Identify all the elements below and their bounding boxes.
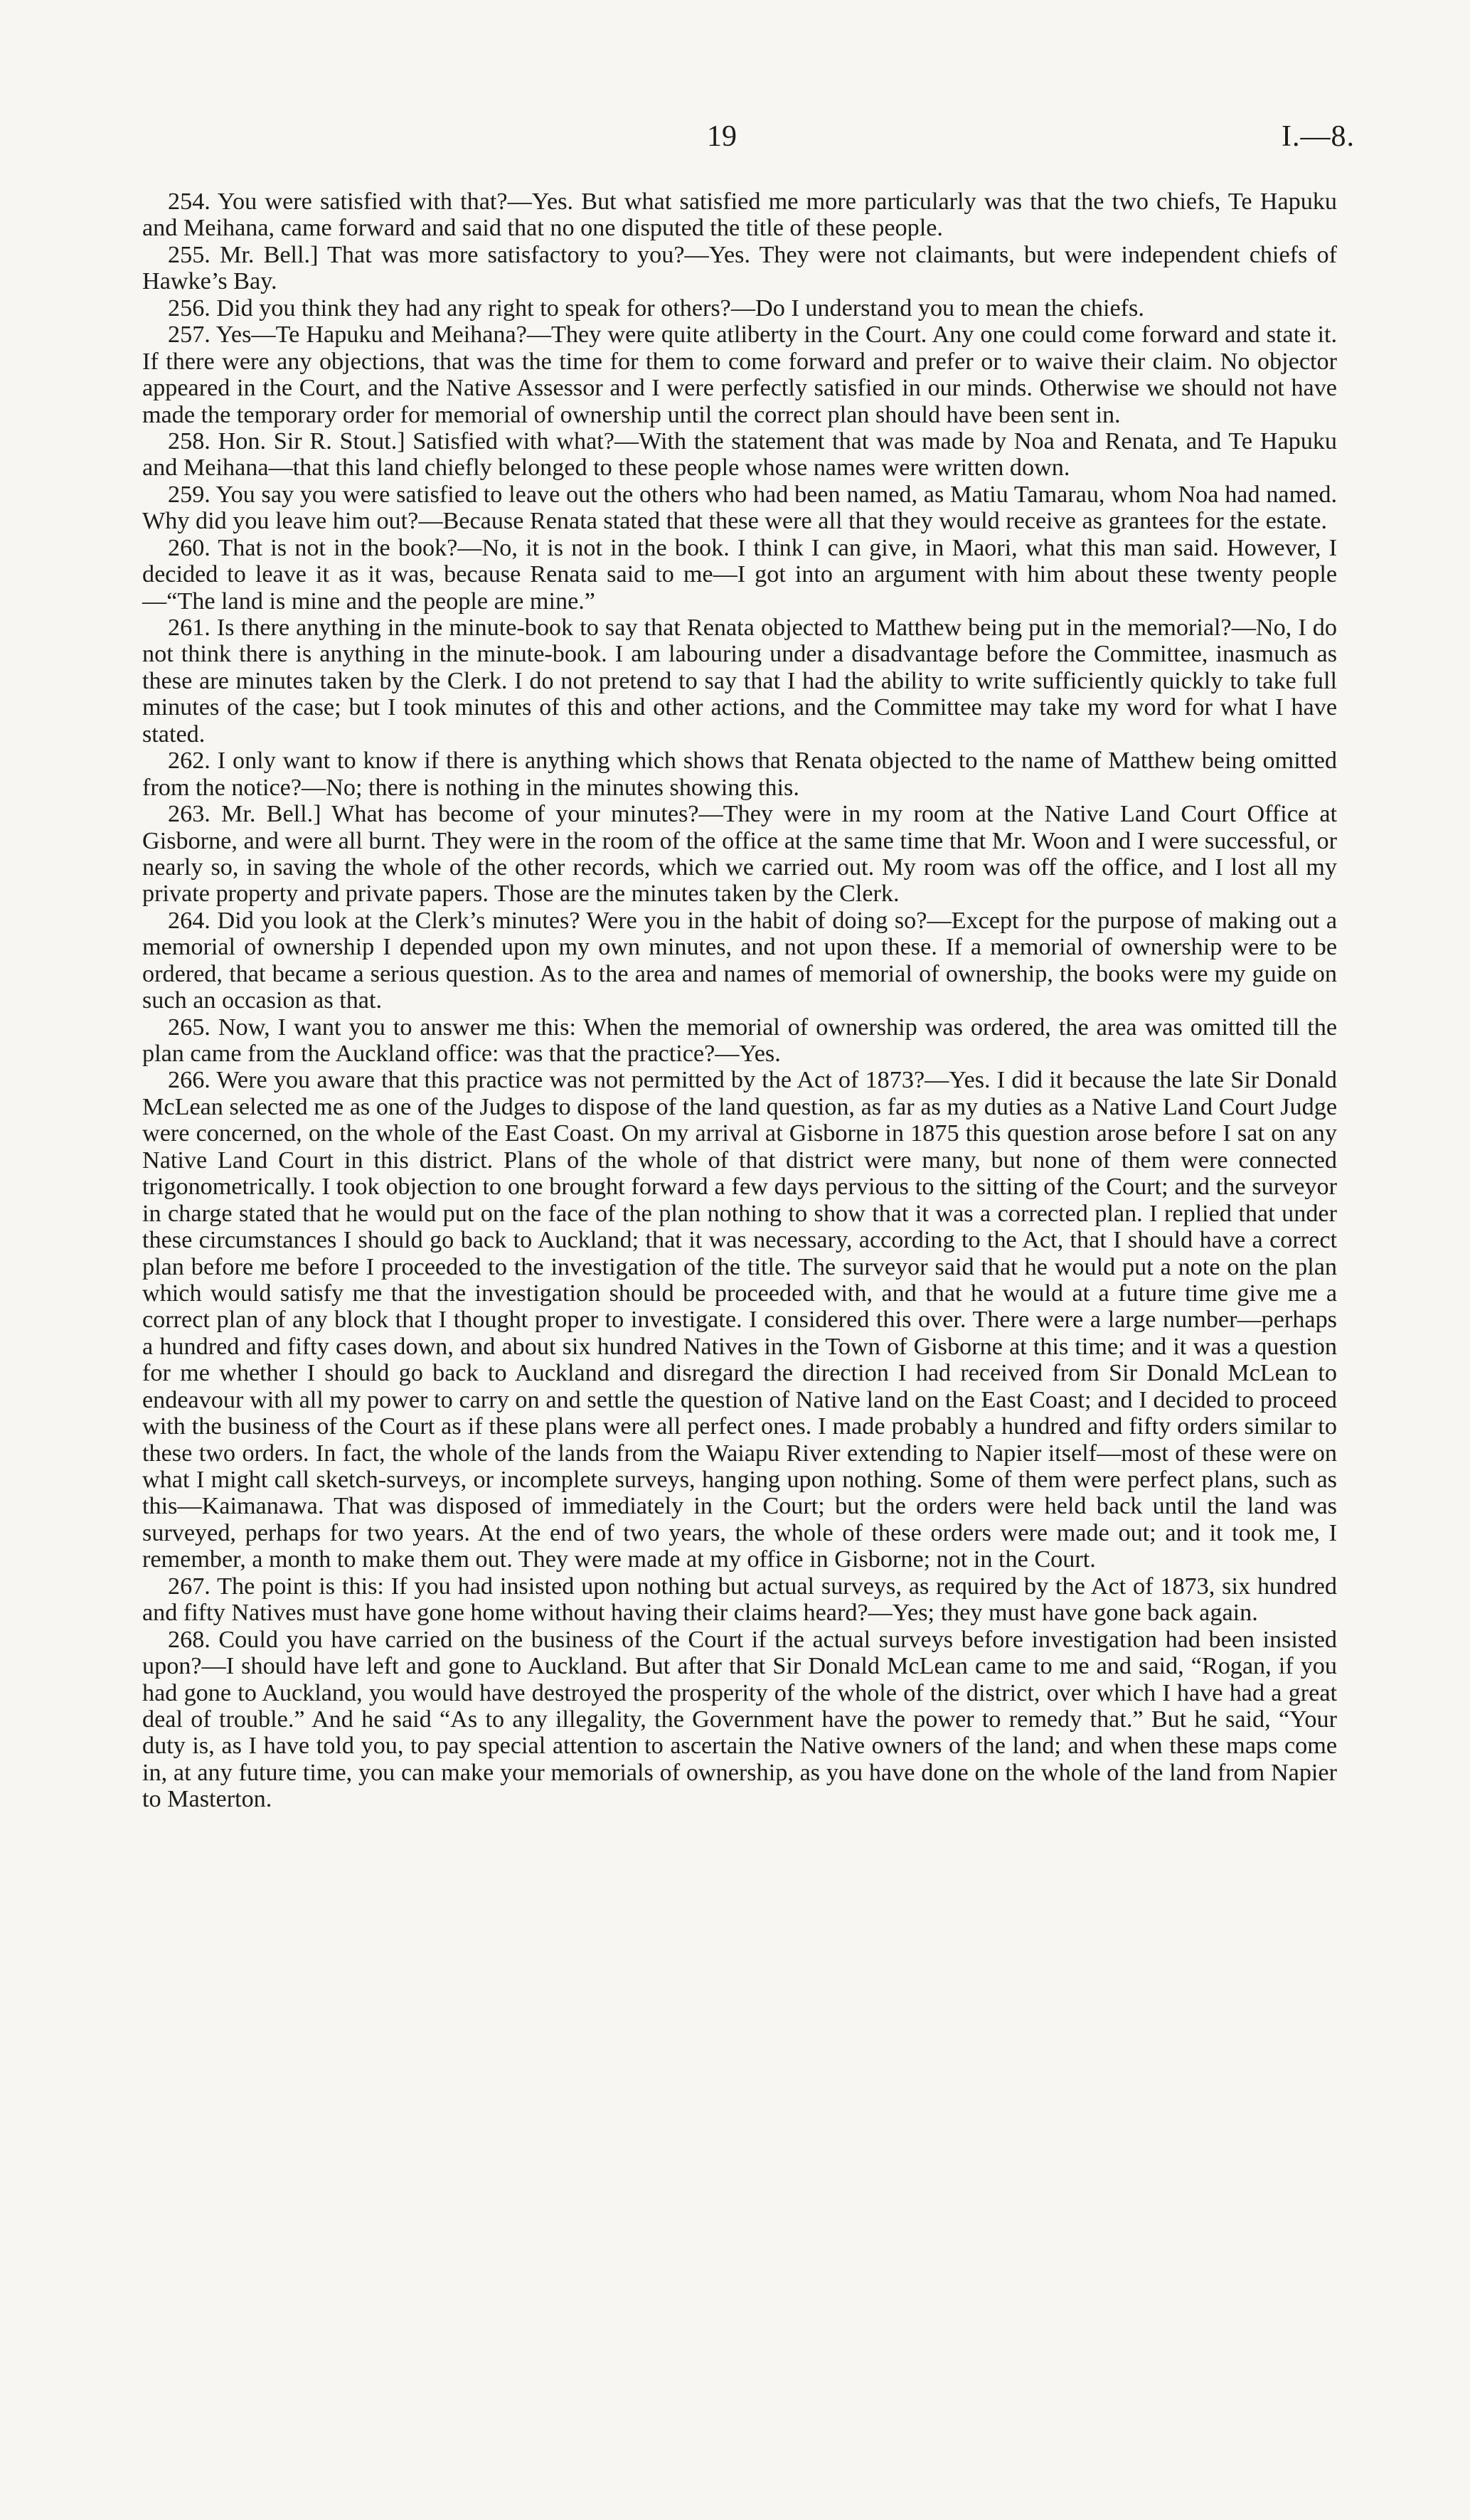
paragraph-262: 262. I only want to know if there is anything which shows that Renata objected to the name of Matthew being omitted from the notice?—No; there is nothing in the minutes showing this. [142, 748, 1337, 801]
paragraph-256: 256. Did you think they had any right to speak for others?—Do I understand you to mean the chiefs. [168, 294, 1144, 321]
paragraph-254: 254. You were satisfied with that?—Yes. But what satisfied me more particularly was that the two chiefs, Te Hapuku and Meihana, came forward and said that no one disputed the title of these people. [142, 188, 1337, 242]
paragraph-263: 263. Mr. Bell.] What has become of your minutes?—They were in my room at the Native Land Court Office at Gisborne, and were all burnt. They were in the room of the office at the same time that Mr. Woon and I were successful, or nearly so, in saving the whole of the other records, which we carried out. My room was off the office, and I lost all my private property and private papers. Those are the minutes taken by the Clerk. [142, 801, 1337, 908]
paragraph-260: 260. That is not in the book?—No, it is not in the book. I think I can give, in Maori, what this man said. However, I decided to leave it as it was, because Renata said to me—I got into an argument with him about these twenty people—“The land is mine and the people are mine.” [142, 534, 1337, 615]
paragraph-255: 255. Mr. Bell.] That was more satisfactory to you?—Yes. They were not claimants, but were independent chiefs of Hawke’s Bay. [142, 241, 1337, 295]
paragraph-268: 268. Could you have carried on the business of the Court if the actual surveys before investigation had been insisted upon?—I should have left and gone to Auckland. But after that Sir Donald McLean came to me and said, “Rogan, if you had gone to Auckland, you would have destroyed the prosperity of the whole of the district, over which I have had a great deal of trouble.” And he said “As to any illegality, the Government have the power to remedy that.” But he said, “Your duty is, as I have told you, to pay special attention to ascertain the Native owners of the land; and when these maps come in, at any future time, you can make your memorials of ownership, as you have done on the whole of the land from Napier to Masterton. [142, 1626, 1337, 1813]
paragraph-259: 259. You say you were satisfied to leave out the others who had been named, as Matiu Tamarau, whom Noa had named. Why did you leave him out?—Because Renata stated that these were all that they would receive as grantees for the estate. [142, 481, 1337, 535]
paragraph-257: 257. Yes—Te Hapuku and Meihana?—They were quite atliberty in the Court. Any one could come forward and state it. If there were any objections, that was the time for them to come forward and prefer or to waive their claim. No objector appeared in the Court, and the Native Assessor and I were perfectly satisfied in our minds. Otherwise we should not have made the temporary order for memorial of ownership until the correct plan should have been sent in. [142, 321, 1337, 428]
paragraph-258: 258. Hon. Sir R. Stout.] Satisfied with what?—With the statement that was made by Noa and Renata, and Te Hapuku and Meihana—that this land chiefly belonged to these people whose names were written down. [142, 427, 1337, 482]
minutes-of-evidence-text [142, 188, 1337, 1813]
paragraph-264: 264. Did you look at the Clerk’s minutes? Were you in the habit of doing so?—Except for the purpose of making out a memorial of ownership I depended upon my own minutes, and not upon these. If a memorial of ownership were to be ordered, that became a serious question. As to the area and names of memorial of ownership, the books were my guide on such an occasion as that. [142, 907, 1337, 1014]
paragraph-267: 267. The point is this: If you had insisted upon nothing but actual surveys, as required by the Act of 1873, six hundred and fifty Natives must have gone home without having their claims heard?—Yes; they must have gone back again. [142, 1573, 1337, 1627]
paragraph-266: 266. Were you aware that this practice was not permitted by the Act of 1873?—Yes. I did it because the late Sir Donald McLean selected me as one of the Judges to dispose of the land question, as far as my duties as a Native Land Court Judge were concerned, on the whole of the East Coast. On my arrival at Gisborne in 1875 this question arose before I sat on any Native Land Court in this district. Plans of the whole of that district were many, but none of them were connected trigonometrically. I took objection to one brought forward a few days pervious to the sitting of the Court; and the surveyor in charge stated that he would put on the face of the plan nothing to show that it was a corrected plan. I replied that under these circumstances I should go back to Auckland; that it was necessary, according to the Act, that I should have a correct plan before me before I proceeded to the investigation of the title. The surveyor said that he would put a note on the plan which would satisfy me that the investigation should be proceeded with, and that he would at a future time give me a correct plan of any block that I thought proper to investigate. I considered this over. There were a large number—perhaps a hundred and fifty cases down, and about six hundred Natives in the Town of Gisborne at this time; and it was a question for me whether I should go back to Auckland and disregard the direction I had received from Sir Donald McLean to endeavour with all my power to carry on and settle the question of Native land on the East Coast; and I decided to proceed with the business of the Court as if these plans were all perfect ones. I made probably a hundred and fifty orders similar to these two orders. In fact, the whole of the lands from the Waiapu River extending to Napier itself—most of these were on what I might call sketch-surveys, or incomplete surveys, hanging upon nothing. Some of them were perfect plans, such as this—Kaimanawa. That was disposed of immediately in the Court; but the orders were held back until the land was surveyed, perhaps for two years. At the end of two years, the whole of these orders were made out; and it took me, I remember, a month to make them out. They were made at my office in Gisborne; not in the Court. [142, 1067, 1337, 1573]
page-header [107, 119, 1355, 162]
page-number: 19 [707, 120, 737, 153]
paragraph-261: 261. Is there anything in the minute-book to say that Renata objected to Matthew being put in the memorial?—No, I do not think there is anything in the minute-book. I am labouring under a disadvantage before the Committee, inasmuch as these are minutes taken by the Clerk. I do not pretend to say that I had the ability to write sufficiently quickly to take full minutes of the case; but I took minutes of this and other actions, and the Committee may take my word for what I have stated. [142, 615, 1337, 748]
document-code: I.—8. [1282, 120, 1355, 153]
paragraph-265: 265. Now, I want you to answer me this: When the memorial of ownership was ordered, the area was omitted till the plan came from the Auckland office: was that the practice?—Yes. [142, 1014, 1337, 1067]
